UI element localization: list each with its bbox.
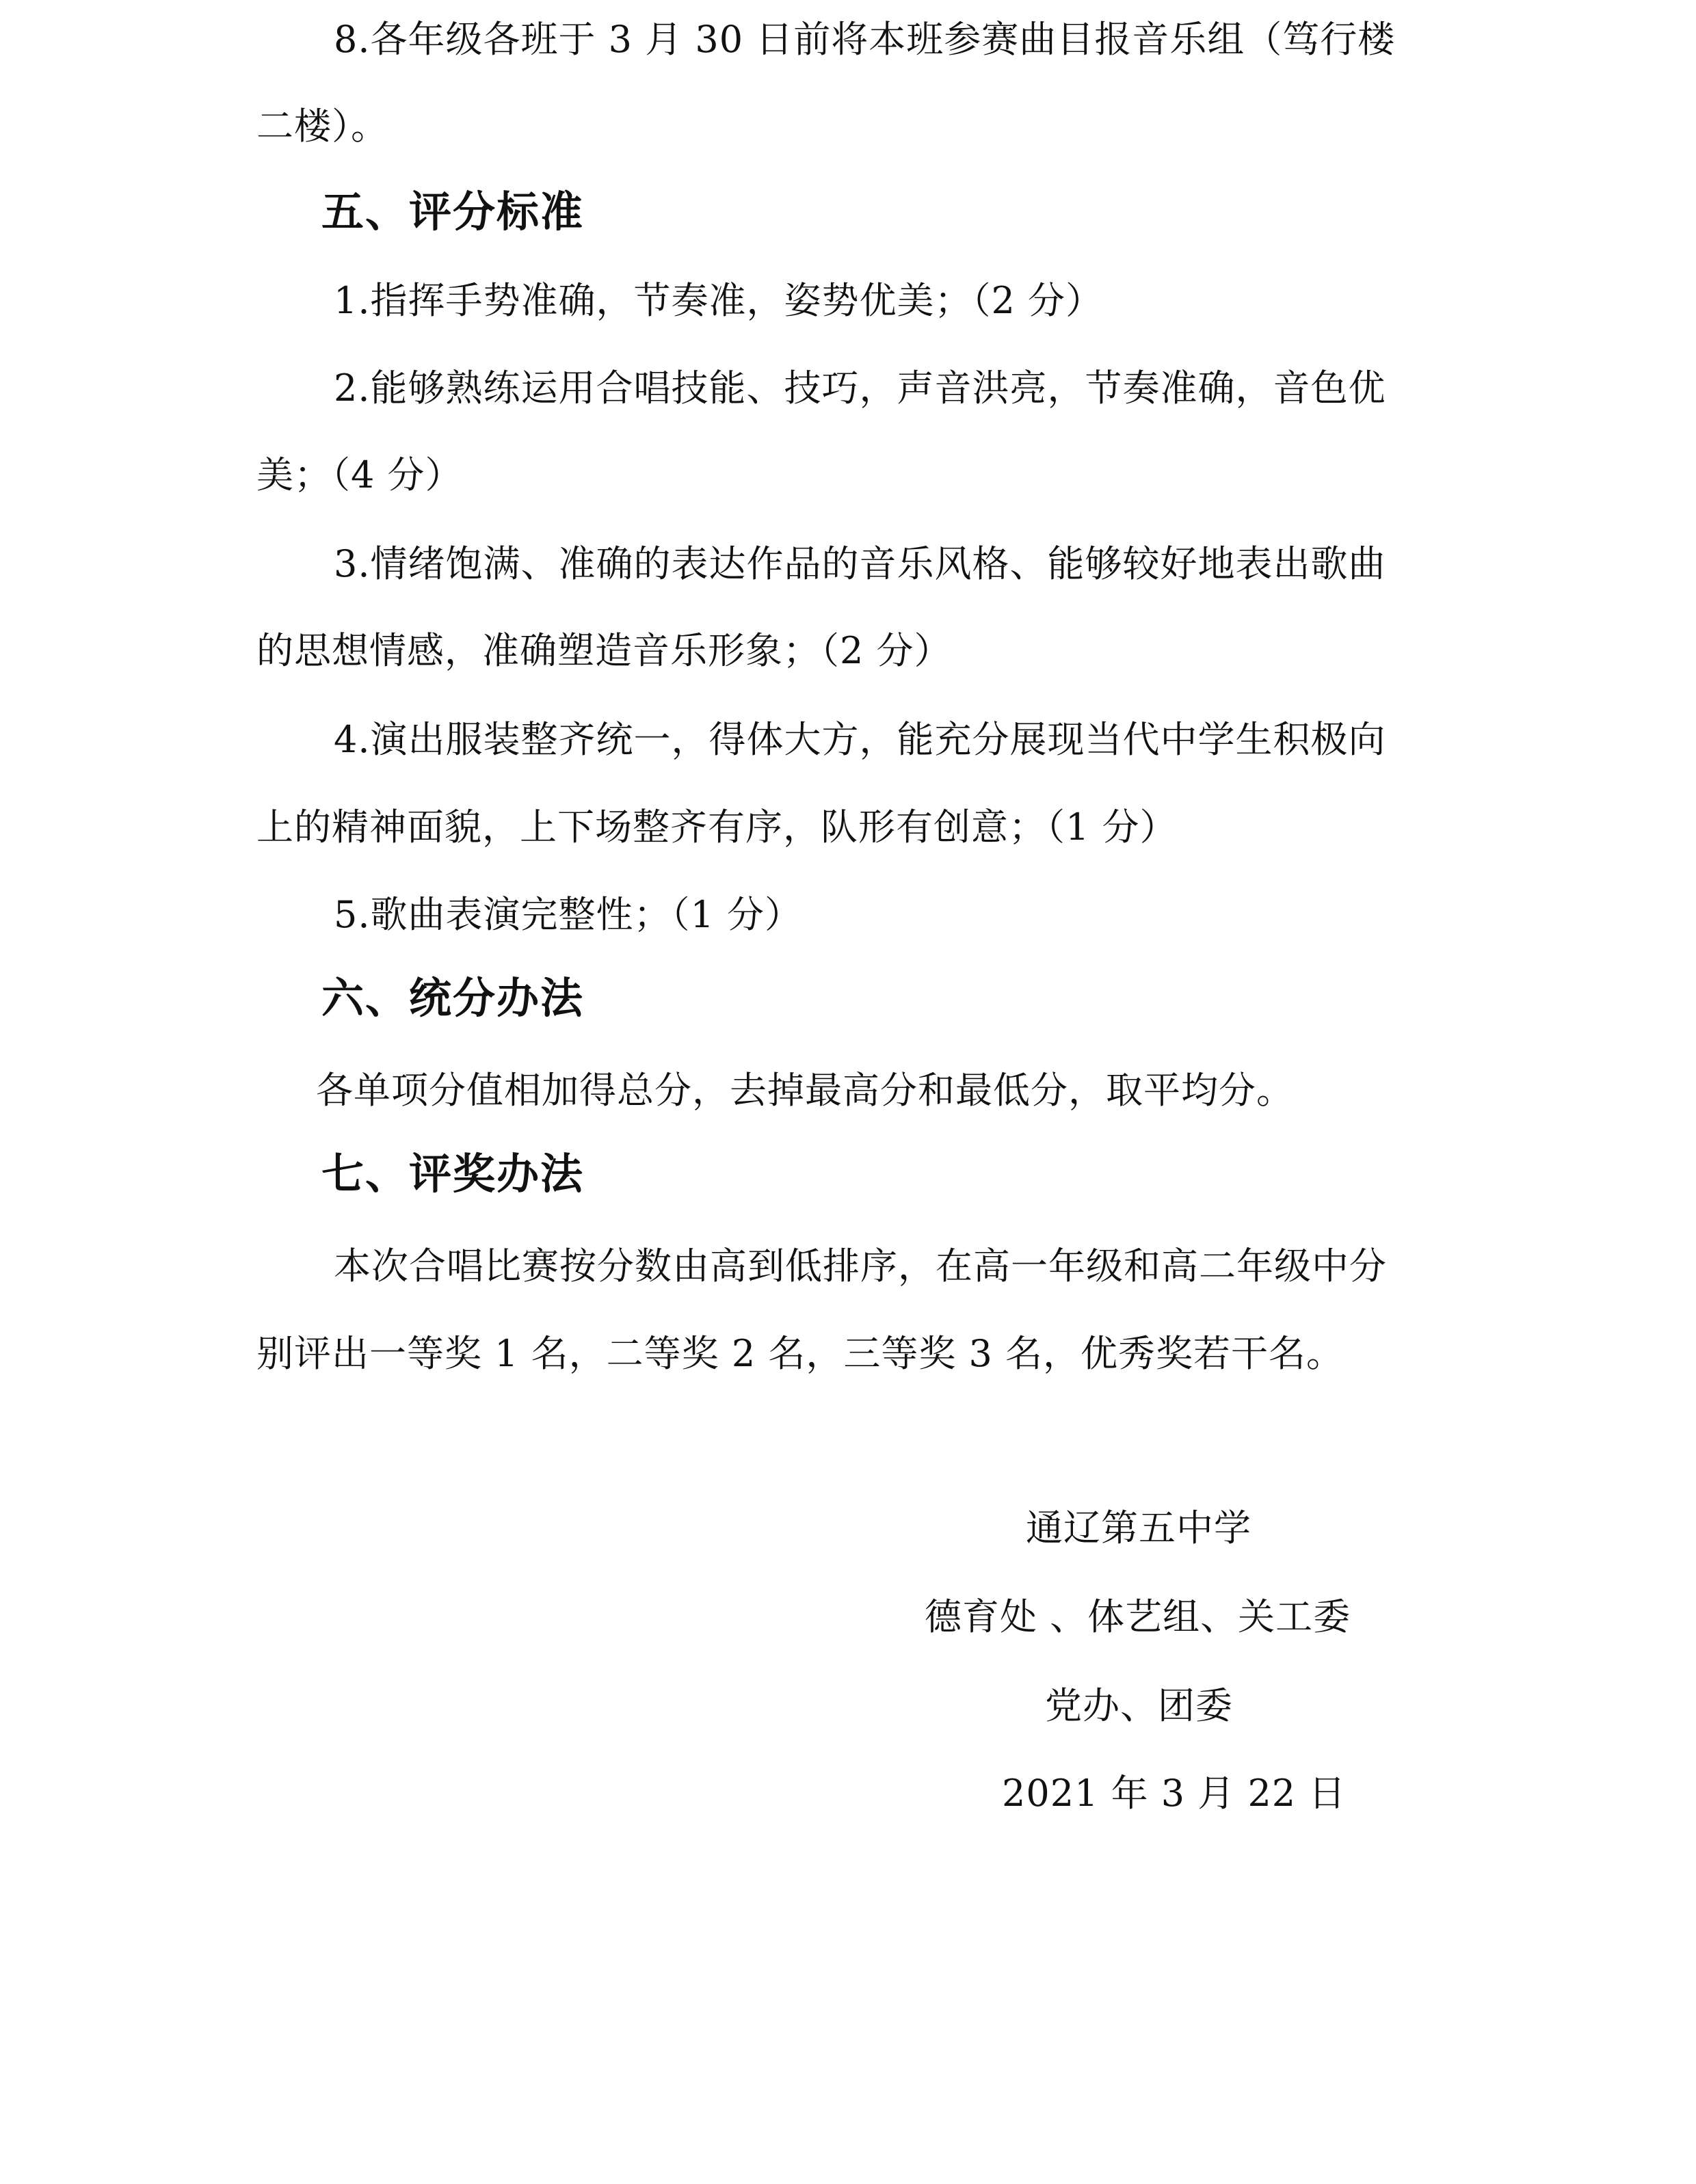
criterion-1: 1.指挥手势准确，节奏准，姿势优美；（2 分） bbox=[334, 279, 1104, 322]
criterion-2-line-2: 美；（4 分） bbox=[256, 453, 463, 496]
criterion-3-line-1: 3.情绪饱满、准确的表达作品的音乐风格、能够较好地表出歌曲 bbox=[334, 542, 1386, 585]
signature-departments: 德育处 、体艺组、关工委 bbox=[925, 1595, 1351, 1638]
item-8-line-1: 8.各年级各班于 3 月 30 日前将本班参赛曲目报音乐组（笃行楼 bbox=[334, 18, 1396, 61]
criterion-4-line-1: 4.演出服装整齐统一，得体大方，能充分展现当代中学生积极向 bbox=[334, 718, 1386, 761]
section-7-line-1: 本次合唱比赛按分数由高到低排序，在高一年级和高二年级中分 bbox=[334, 1244, 1387, 1288]
section-7-heading: 七、评奖办法 bbox=[321, 1149, 585, 1199]
criterion-4-line-2: 上的精神面貌，上下场整齐有序，队形有创意；（1 分） bbox=[256, 805, 1178, 849]
section-7-line-2: 别评出一等奖 1 名，二等奖 2 名，三等奖 3 名，优秀奖若干名。 bbox=[256, 1332, 1344, 1375]
section-6-heading: 六、统分办法 bbox=[321, 973, 585, 1023]
item-8-line-2: 二楼）。 bbox=[256, 105, 388, 148]
signature-school: 通辽第五中学 bbox=[1026, 1506, 1251, 1549]
criterion-3-line-2: 的思想情感，准确塑造音乐形象；（2 分） bbox=[256, 629, 952, 672]
signature-date: 2021 年 3 月 22 日 bbox=[1002, 1772, 1347, 1815]
section-6-text: 各单项分值相加得总分，去掉最高分和最低分，取平均分。 bbox=[316, 1069, 1294, 1112]
criterion-2-line-1: 2.能够熟练运用合唱技能、技巧，声音洪亮，节奏准确，音色优 bbox=[334, 367, 1386, 410]
section-5-heading: 五、评分标准 bbox=[321, 187, 585, 237]
signature-offices: 党办、团委 bbox=[1045, 1684, 1233, 1727]
criterion-5: 5.歌曲表演完整性；（1 分） bbox=[334, 893, 803, 936]
